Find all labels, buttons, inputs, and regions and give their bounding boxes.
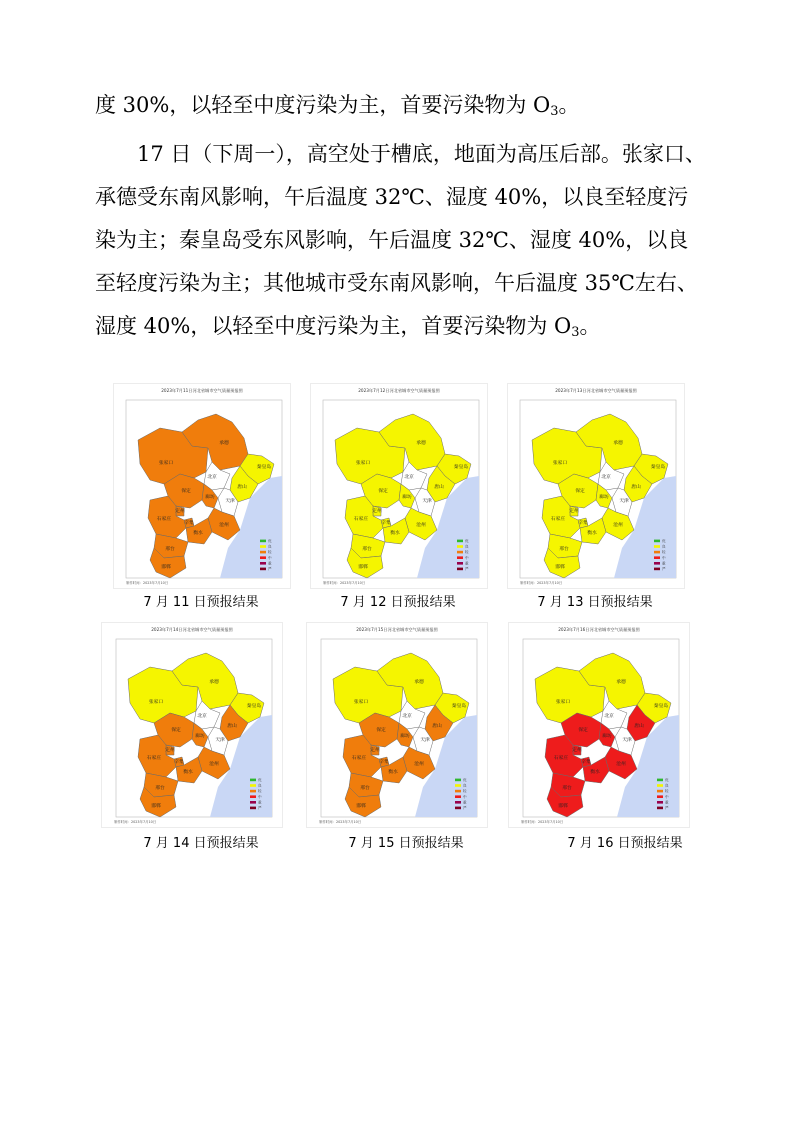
- map-caption: 7 月 15 日预报结果: [348, 836, 464, 851]
- map-footer: 制作时间：2023年7月10日: [521, 820, 564, 824]
- city-label-beijing: 北京: [604, 714, 614, 719]
- legend-swatch: [457, 568, 463, 571]
- city-label-baoding: 保定: [578, 728, 588, 733]
- legend-label: 中: [662, 555, 666, 560]
- legend-swatch: [250, 790, 256, 793]
- map-cell-4: [101, 622, 283, 828]
- city-label-zhangjiakou: 张家口: [355, 461, 371, 466]
- legend-label: 优: [258, 778, 262, 782]
- city-label-xingtai: 邢台: [559, 547, 569, 552]
- city-label-tangshan: 唐山: [634, 724, 644, 729]
- city-label-baoding: 保定: [171, 728, 181, 733]
- city-label-hengshui: 衡水: [587, 531, 597, 536]
- city-label-qinhuangdao: 秦皇岛: [256, 465, 272, 470]
- legend-swatch: [455, 790, 461, 793]
- city-label-tianjin: 天津: [225, 499, 235, 504]
- city-label-zhangjiakou: 张家口: [552, 461, 568, 466]
- legend-swatch: [260, 545, 266, 548]
- city-label-xingtai: 邢台: [360, 786, 370, 791]
- legend-swatch: [455, 801, 461, 804]
- city-label-handan: 邯郸: [151, 804, 161, 809]
- city-label-dingzhou: 定州: [370, 748, 380, 753]
- legend-label: 中: [465, 555, 469, 560]
- city-label-shijiazhuang: 石家庄: [351, 756, 367, 761]
- legend-label: 中: [665, 794, 669, 799]
- legend-label: 重: [662, 561, 666, 566]
- city-label-chengde: 承德: [416, 441, 426, 446]
- legend-swatch: [654, 568, 660, 571]
- legend-swatch: [260, 551, 266, 554]
- map-footer: 制作时间：2023年7月10日: [114, 820, 157, 824]
- legend-label: 良: [463, 783, 467, 788]
- city-label-cangzhou: 沧州: [613, 523, 623, 528]
- legend-swatch: [250, 784, 256, 787]
- legend-label: 严: [463, 806, 467, 810]
- city-label-xinji: 辛集: [184, 521, 194, 526]
- p2-subscript: 3: [571, 325, 580, 340]
- city-label-handan: 邯郸: [555, 565, 565, 570]
- legend-swatch: [457, 556, 463, 559]
- legend-label: 轻: [665, 789, 669, 794]
- city-label-cangzhou: 沧州: [616, 762, 626, 767]
- city-label-hengshui: 衡水: [193, 531, 203, 536]
- map-caption: 7 月 14 日预报结果: [143, 836, 259, 851]
- legend-label: 严: [665, 806, 669, 810]
- legend-swatch: [654, 556, 660, 559]
- p2-text: 17 日（下周一），高空处于槽底，地面为高压后部。张家口、承德受东南风影响，午后温度 32℃、湿度 40%，以良至轻度污染为主；秦皇岛受东风影响，午后温度 32℃、湿度 40%，以良至轻度污染为主；其他城市受东南风影响，午后温度 35℃左右、湿度 40%，以轻至中度污染为主，首要污染物为 O: [95, 142, 706, 338]
- legend-swatch: [657, 801, 663, 804]
- city-label-beijing: 北京: [207, 475, 217, 480]
- p2-end: 。: [579, 314, 601, 338]
- city-label-xingtai: 邢台: [362, 547, 372, 552]
- city-label-handan: 邯郸: [558, 804, 568, 809]
- legend-swatch: [455, 795, 461, 798]
- legend-label: 严: [662, 567, 666, 571]
- legend-label: 中: [258, 794, 262, 799]
- legend-swatch: [250, 779, 256, 782]
- legend-label: 重: [465, 561, 469, 566]
- city-label-baoding: 保定: [575, 489, 585, 494]
- forecast-map: [507, 383, 685, 589]
- city-label-hengshui: 衡水: [590, 770, 600, 775]
- legend-swatch: [457, 562, 463, 565]
- city-label-cangzhou: 沧州: [414, 762, 424, 767]
- legend-label: 中: [463, 794, 467, 799]
- legend-swatch: [654, 545, 660, 548]
- legend-label: 轻: [258, 789, 262, 794]
- city-label-baoding: 保定: [376, 728, 386, 733]
- legend-label: 优: [662, 539, 666, 543]
- city-label-shijiazhuang: 石家庄: [146, 756, 162, 761]
- legend-swatch: [260, 568, 266, 571]
- city-label-langfang: 廊坊: [602, 734, 612, 739]
- city-label-tangshan: 唐山: [227, 724, 237, 729]
- legend-label: 轻: [465, 550, 469, 555]
- legend-label: 优: [465, 539, 469, 543]
- map-caption: 7 月 13 日预报结果: [537, 595, 653, 610]
- map-title: 2023年7月11日河北省城市空气质量预报图: [161, 388, 243, 393]
- city-label-beijing: 北京: [601, 475, 611, 480]
- city-label-tangshan: 唐山: [434, 485, 444, 490]
- legend-swatch: [654, 562, 660, 565]
- city-label-xinji: 辛集: [174, 760, 184, 765]
- city-label-langfang: 廊坊: [402, 495, 412, 500]
- map-cell-2: [310, 383, 488, 589]
- city-label-tianjin: 天津: [215, 738, 225, 743]
- map-footer: 制作时间：2023年7月10日: [323, 581, 366, 585]
- city-label-chengde: 承德: [613, 441, 623, 446]
- p1-end: 。: [558, 93, 580, 117]
- city-label-handan: 邯郸: [161, 565, 171, 570]
- legend-label: 中: [268, 555, 272, 560]
- city-label-qinhuangdao: 秦皇岛: [650, 465, 666, 470]
- city-label-dingzhou: 定州: [175, 509, 185, 514]
- legend-label: 良: [268, 544, 272, 549]
- city-label-shijiazhuang: 石家庄: [553, 756, 569, 761]
- city-label-shijiazhuang: 石家庄: [550, 517, 566, 522]
- map-cell-6: [508, 622, 690, 828]
- legend-label: 良: [258, 783, 262, 788]
- legend-swatch: [657, 807, 663, 810]
- p1-subscript: 3: [550, 104, 559, 119]
- city-label-qinhuangdao: 秦皇岛: [653, 704, 669, 709]
- city-label-zhangjiakou: 张家口: [555, 700, 571, 705]
- map-caption: 7 月 16 日预报结果: [567, 836, 683, 851]
- legend-swatch: [250, 801, 256, 804]
- city-label-dingzhou: 定州: [572, 748, 582, 753]
- legend-label: 良: [465, 544, 469, 549]
- city-label-beijing: 北京: [402, 714, 412, 719]
- legend-swatch: [250, 795, 256, 798]
- forecast-map: [101, 622, 283, 828]
- map-title: 2023年7月15日河北省城市空气质量预报图: [356, 627, 438, 632]
- city-label-beijing: 北京: [197, 714, 207, 719]
- city-label-dingzhou: 定州: [569, 509, 579, 514]
- city-label-tangshan: 唐山: [237, 485, 247, 490]
- legend-label: 轻: [463, 789, 467, 794]
- city-label-dingzhou: 定州: [372, 509, 382, 514]
- legend-label: 严: [268, 567, 272, 571]
- city-label-qinhuangdao: 秦皇岛: [451, 704, 467, 709]
- city-label-baoding: 保定: [378, 489, 388, 494]
- legend-label: 重: [268, 561, 272, 566]
- legend-swatch: [457, 551, 463, 554]
- legend-label: 严: [465, 567, 469, 571]
- city-label-hengshui: 衡水: [388, 770, 398, 775]
- city-label-zhangjiakou: 张家口: [148, 700, 164, 705]
- city-label-xinji: 辛集: [381, 521, 391, 526]
- map-footer: 制作时间：2023年7月10日: [319, 820, 362, 824]
- city-label-xinji: 辛集: [581, 760, 591, 765]
- city-label-langfang: 廊坊: [599, 495, 609, 500]
- city-label-tangshan: 唐山: [432, 724, 442, 729]
- legend-label: 严: [258, 806, 262, 810]
- forecast-map: [310, 383, 488, 589]
- forecast-map: [113, 383, 291, 589]
- map-title: 2023年7月16日河北省城市空气质量预报图: [558, 627, 640, 632]
- city-label-tianjin: 天津: [622, 738, 632, 743]
- city-label-xingtai: 邢台: [562, 786, 572, 791]
- city-label-tianjin: 天津: [422, 499, 432, 504]
- legend-label: 重: [665, 800, 669, 805]
- legend-label: 优: [665, 778, 669, 782]
- map-cell-1: [113, 383, 291, 589]
- legend-swatch: [657, 795, 663, 798]
- city-label-shijiazhuang: 石家庄: [156, 517, 172, 522]
- city-label-hengshui: 衡水: [183, 770, 193, 775]
- map-title: 2023年7月12日河北省城市空气质量预报图: [358, 388, 440, 393]
- legend-label: 优: [463, 778, 467, 782]
- city-label-dingzhou: 定州: [165, 748, 175, 753]
- legend-label: 良: [662, 544, 666, 549]
- city-label-chengde: 承德: [414, 680, 424, 685]
- map-footer: 制作时间：2023年7月10日: [520, 581, 563, 585]
- city-label-cangzhou: 沧州: [219, 523, 229, 528]
- legend-swatch: [260, 556, 266, 559]
- map-cell-3: [507, 383, 685, 589]
- legend-swatch: [250, 807, 256, 810]
- city-label-cangzhou: 沧州: [416, 523, 426, 528]
- city-label-handan: 邯郸: [358, 565, 368, 570]
- forecast-map: [508, 622, 690, 828]
- paragraph-day17: [95, 133, 707, 348]
- city-label-qinhuangdao: 秦皇岛: [246, 704, 262, 709]
- city-label-xinji: 辛集: [578, 521, 588, 526]
- map-caption: 7 月 12 日预报结果: [340, 595, 456, 610]
- city-label-hengshui: 衡水: [390, 531, 400, 536]
- legend-swatch: [455, 779, 461, 782]
- city-label-tianjin: 天津: [420, 738, 430, 743]
- legend-label: 重: [463, 800, 467, 805]
- city-label-xingtai: 邢台: [165, 547, 175, 552]
- city-label-baoding: 保定: [181, 489, 191, 494]
- map-cell-5: [306, 622, 488, 828]
- city-label-tangshan: 唐山: [631, 485, 641, 490]
- legend-swatch: [260, 540, 266, 543]
- city-label-beijing: 北京: [404, 475, 414, 480]
- city-label-shijiazhuang: 石家庄: [353, 517, 369, 522]
- legend-swatch: [260, 562, 266, 565]
- city-label-cangzhou: 沧州: [209, 762, 219, 767]
- paragraph-continuation: [95, 84, 707, 127]
- city-label-chengde: 承德: [219, 441, 229, 446]
- legend-swatch: [657, 784, 663, 787]
- city-label-handan: 邯郸: [356, 804, 366, 809]
- legend-label: 轻: [268, 550, 272, 555]
- city-label-chengde: 承德: [209, 680, 219, 685]
- city-label-langfang: 廊坊: [205, 495, 215, 500]
- forecast-map: [306, 622, 488, 828]
- legend-label: 良: [665, 783, 669, 788]
- city-label-tianjin: 天津: [619, 499, 629, 504]
- city-label-langfang: 廊坊: [195, 734, 205, 739]
- city-label-qinhuangdao: 秦皇岛: [453, 465, 469, 470]
- city-label-zhangjiakou: 张家口: [353, 700, 369, 705]
- city-label-chengde: 承德: [616, 680, 626, 685]
- map-title: 2023年7月13日河北省城市空气质量预报图: [555, 388, 637, 393]
- map-caption: 7 月 11 日预报结果: [143, 595, 259, 610]
- legend-swatch: [654, 551, 660, 554]
- city-label-langfang: 廊坊: [400, 734, 410, 739]
- legend-swatch: [654, 540, 660, 543]
- legend-label: 重: [258, 800, 262, 805]
- legend-swatch: [657, 779, 663, 782]
- legend-swatch: [455, 807, 461, 810]
- map-footer: 制作时间：2023年7月10日: [126, 581, 169, 585]
- legend-label: 轻: [662, 550, 666, 555]
- legend-swatch: [455, 784, 461, 787]
- p1-text: 度 30%，以轻至中度污染为主，首要污染物为 O: [95, 93, 551, 117]
- legend-label: 优: [268, 539, 272, 543]
- city-label-zhangjiakou: 张家口: [158, 461, 174, 466]
- legend-swatch: [657, 790, 663, 793]
- city-label-xingtai: 邢台: [155, 786, 165, 791]
- legend-swatch: [457, 540, 463, 543]
- map-title: 2023年7月14日河北省城市空气质量预报图: [151, 627, 233, 632]
- legend-swatch: [457, 545, 463, 548]
- city-label-xinji: 辛集: [379, 760, 389, 765]
